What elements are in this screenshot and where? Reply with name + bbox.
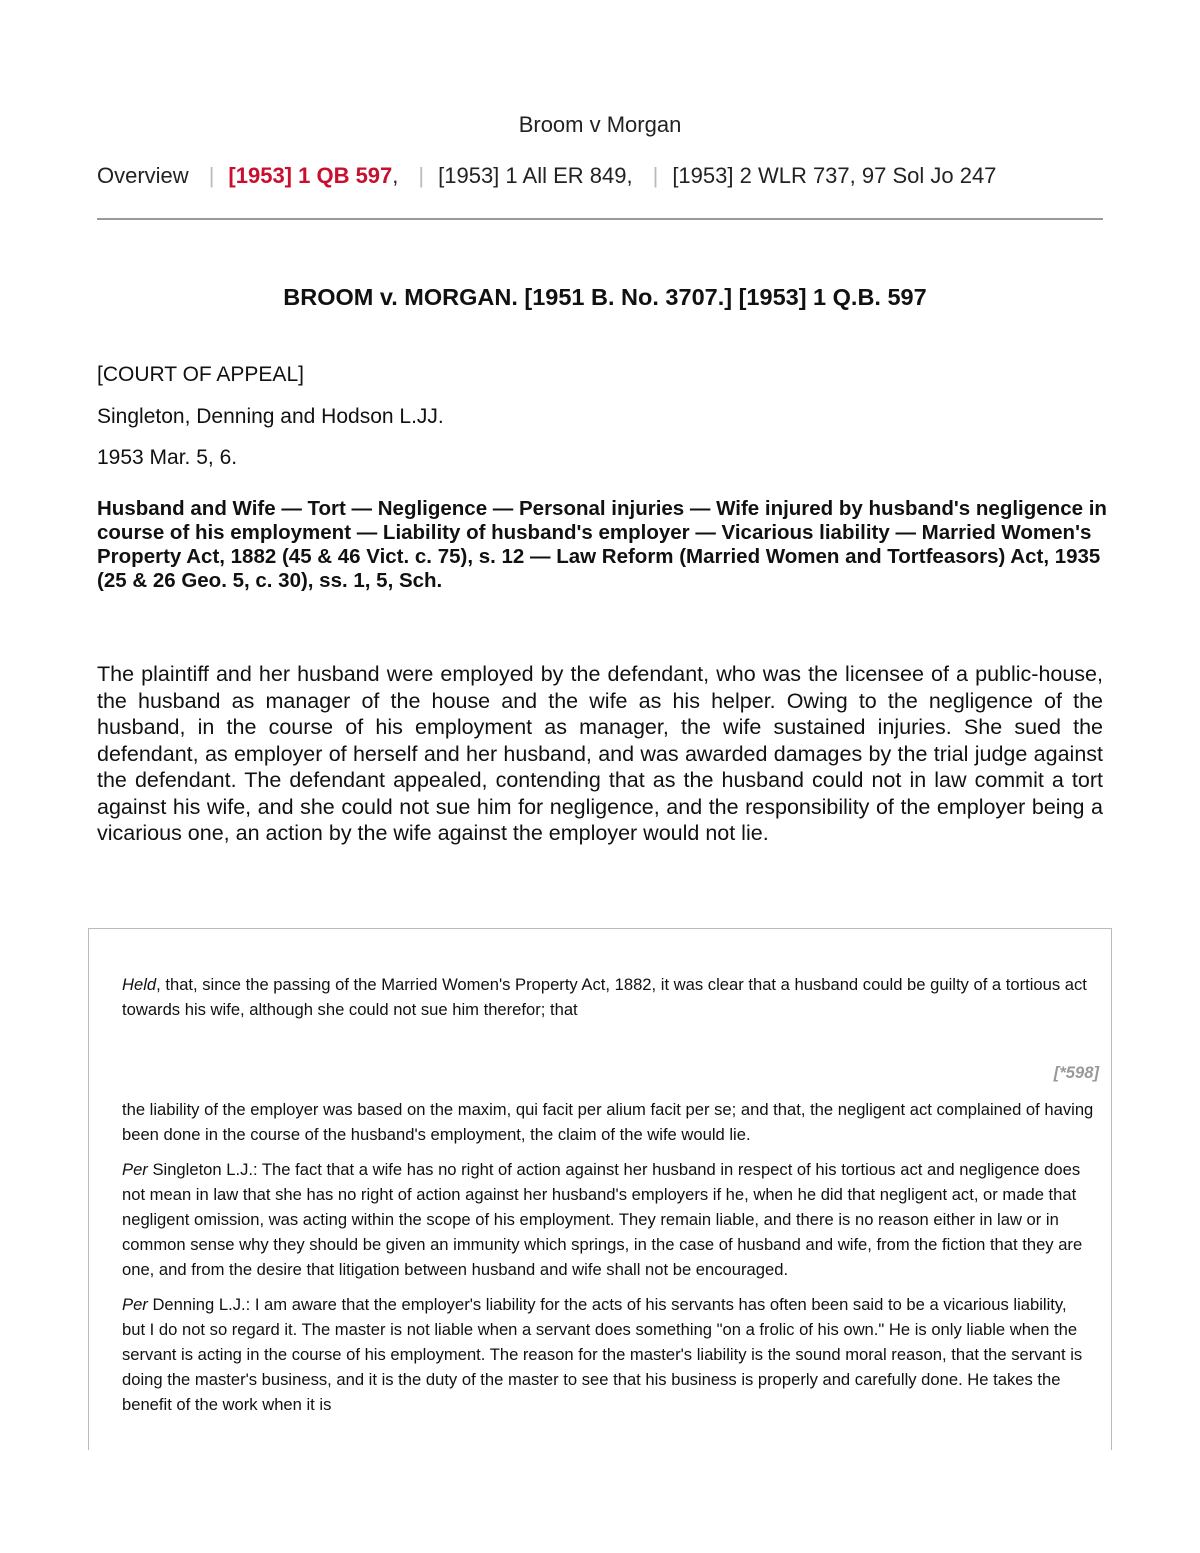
citation-comma: ,: [392, 163, 399, 188]
court-name: [COURT OF APPEAL]: [97, 363, 304, 386]
singleton-text: Singleton L.J.: The fact that a wife has no right of action against her husband in respect of his tortious act and negligence does not mean in law that she has no right of action against her husband's employers if he, when he did that negligent act, or made that negligent omission, was acting within the scope of his employment. They remain liable, and there is no reason either in law or in common sense why they should be given an immunity which springs, in the case of husband and wife, from the fiction that they are one, and from the desire that litigation between husband and wife shall not be encouraged.: [122, 1160, 1083, 1279]
catchwords: Husband and Wife — Tort — Negligence — Personal injuries — Wife injured by husband's negligence in course of his employment — Liability of husband's employer — Vicarious liability — Married Women's Property Act, 1882 (45 & 46 Vict. c. 75), s. 12 — Law Reform (Married Women and Tortfeasors) Act, 1935 (25 & 26 Geo. 5, c. 30), ss. 1, 5, Sch.: [97, 497, 1107, 592]
held-continuation: the liability of the employer was based on the maxim, qui facit per alium facit per se; and that, the negligent act complained of having been done in the course of the husband's employment, the claim of the wife would lie.: [122, 1100, 1094, 1144]
citation-wlr-link[interactable]: [1953] 2 WLR 737, 97 Sol Jo 247: [672, 163, 997, 188]
nav-separator: |: [418, 163, 425, 188]
headnote-box[interactable]: [88, 928, 1112, 1450]
nav-separator: |: [208, 163, 215, 188]
held-label: Held: [122, 975, 157, 994]
hearing-date: 1953 Mar. 5, 6.: [97, 446, 238, 469]
per-label: Per: [122, 1160, 148, 1179]
held-text: , that, since the passing of the Married Women's Property Act, 1882, it was clear that a husband could be guilty of a tortious act towards his wife, although she could not sue him therefor; that: [122, 975, 1087, 1019]
singleton-paragraph: [122, 1157, 1094, 1282]
citation-all-er-link[interactable]: [1953] 1 All ER 849,: [438, 163, 633, 188]
denning-text: Denning L.J.: I am aware that the employer's liability for the acts of his servants has often been said to be a vicarious liability, but I do not so regard it. The master is not liable when a servant does something "on a frolic of his own." He is only liable when the servant is acting in the course of his employment. The reason for the master's liability is the sound moral reason, that the servant is doing the master's business, and it is the duty of the master to see that his business is properly and carefully done. He takes the benefit of the work when it is: [122, 1295, 1083, 1414]
document-title: Broom v Morgan: [518, 112, 682, 137]
overview-link[interactable]: Overview: [97, 163, 189, 188]
page-marker: [*598]: [1053, 1063, 1099, 1082]
nav-separator: |: [652, 163, 659, 188]
header-divider: [97, 218, 1103, 220]
citation-nav: [97, 163, 1107, 189]
facts-paragraph: The plaintiff and her husband were employed by the defendant, who was the licensee of a public-house, the husband as manager of the house and the wife as his helper. Owing to the negligence of the husband, in the course of his employment as manager, the wife sustained injuries. She sued the defendant, as employer of herself and her husband, and was awarded damages by the trial judge against the defendant. The defendant appealed, contending that as the husband could not in law commit a tort against his wife, and she could not sue him for negligence, and the responsibility of the employer being a vicarious one, an action by the wife against the employer would not lie.: [97, 662, 1103, 845]
per-label: Per: [122, 1295, 148, 1314]
held-paragraph: [122, 972, 1102, 1022]
headnote-continuation: [122, 1097, 1094, 1427]
denning-paragraph: [122, 1292, 1094, 1417]
citation-qb-active[interactable]: [1953] 1 QB 597: [228, 163, 393, 188]
case-heading: BROOM v. MORGAN. [1951 B. No. 3707.] [1953] 1 Q.B. 597: [283, 284, 927, 310]
judges: Singleton, Denning and Hodson L.JJ.: [97, 405, 444, 428]
